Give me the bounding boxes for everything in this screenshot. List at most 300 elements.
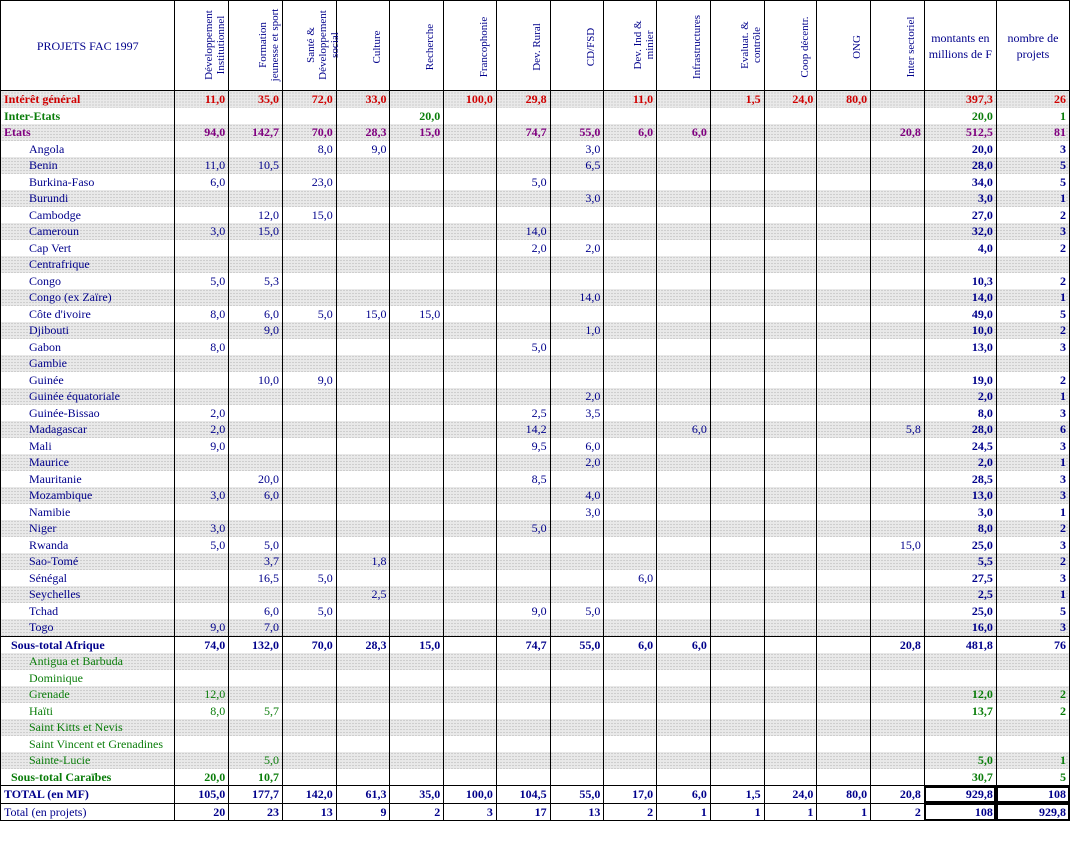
table-row bbox=[1, 256, 1070, 273]
table-cell bbox=[764, 306, 817, 323]
table-cell: 5,0 bbox=[282, 570, 336, 587]
table-cell bbox=[390, 603, 444, 620]
table-cell: 8,0 bbox=[924, 405, 996, 422]
table-cell bbox=[604, 670, 657, 687]
row-label: Togo bbox=[1, 619, 175, 636]
table-cell: 2,5 bbox=[496, 405, 550, 422]
table-cell bbox=[496, 736, 550, 753]
table-cell bbox=[871, 653, 925, 670]
table-cell bbox=[175, 141, 229, 158]
table-cell bbox=[282, 553, 336, 570]
table-cell bbox=[871, 240, 925, 257]
table-row bbox=[1, 471, 1070, 488]
column-header-label: Santé & Développement social bbox=[304, 10, 341, 80]
table-row bbox=[1, 553, 1070, 570]
table-cell: 74,0 bbox=[175, 636, 229, 653]
table-cell: 2,0 bbox=[175, 405, 229, 422]
table-cell: 25,0 bbox=[924, 603, 996, 620]
table-cell: 35,0 bbox=[229, 91, 283, 108]
table-cell bbox=[550, 207, 604, 224]
table-cell: 5 bbox=[996, 157, 1069, 174]
table-cell bbox=[924, 670, 996, 687]
table-cell bbox=[336, 372, 390, 389]
table-cell: 8,0 bbox=[175, 306, 229, 323]
table-cell bbox=[996, 653, 1069, 670]
table-cell bbox=[550, 769, 604, 786]
table-cell: 74,7 bbox=[496, 636, 550, 653]
table-cell bbox=[282, 388, 336, 405]
table-cell bbox=[282, 736, 336, 753]
row-label: TOTAL (en MF) bbox=[1, 786, 175, 804]
column-header-label: Culture bbox=[370, 30, 383, 63]
table-cell: 100,0 bbox=[444, 786, 497, 804]
table-cell bbox=[444, 703, 497, 720]
table-cell bbox=[604, 256, 657, 273]
table-cell bbox=[657, 289, 711, 306]
table-cell bbox=[871, 686, 925, 703]
table-cell bbox=[282, 670, 336, 687]
table-cell bbox=[657, 223, 711, 240]
table-cell bbox=[604, 471, 657, 488]
table-cell: 3 bbox=[996, 487, 1069, 504]
row-label: Antigua et Barbuda bbox=[1, 653, 175, 670]
table-cell bbox=[871, 322, 925, 339]
table-cell: 5 bbox=[996, 769, 1069, 786]
table-row bbox=[1, 752, 1070, 769]
table-cell bbox=[496, 504, 550, 521]
table-cell bbox=[657, 471, 711, 488]
table-cell bbox=[764, 174, 817, 191]
table-cell bbox=[390, 174, 444, 191]
table-cell bbox=[229, 586, 283, 603]
table-cell: 1,8 bbox=[336, 553, 390, 570]
table-cell: 10,7 bbox=[229, 769, 283, 786]
table-cell bbox=[444, 256, 497, 273]
column-header bbox=[496, 1, 550, 91]
table-cell bbox=[710, 719, 764, 736]
table-cell: 20,0 bbox=[390, 108, 444, 125]
row-label: Dominique bbox=[1, 670, 175, 687]
table-cell bbox=[817, 504, 871, 521]
table-cell bbox=[496, 141, 550, 158]
table-cell bbox=[764, 223, 817, 240]
table-row bbox=[1, 719, 1070, 736]
table-cell: 3 bbox=[996, 223, 1069, 240]
table-cell bbox=[871, 190, 925, 207]
table-cell: 5,0 bbox=[282, 306, 336, 323]
table-cell bbox=[496, 752, 550, 769]
table-cell: 6,0 bbox=[657, 786, 711, 804]
table-cell bbox=[710, 504, 764, 521]
table-cell bbox=[336, 322, 390, 339]
table-cell: 20,8 bbox=[871, 124, 925, 141]
table-cell bbox=[710, 223, 764, 240]
table-cell bbox=[764, 240, 817, 257]
table-cell bbox=[604, 388, 657, 405]
table-cell bbox=[550, 553, 604, 570]
table-cell bbox=[175, 355, 229, 372]
table-cell bbox=[604, 553, 657, 570]
table-cell bbox=[336, 603, 390, 620]
table-cell: 1 bbox=[996, 454, 1069, 471]
table-cell: 3 bbox=[996, 471, 1069, 488]
table-cell bbox=[444, 124, 497, 141]
table-cell bbox=[764, 703, 817, 720]
table-cell: 2 bbox=[996, 207, 1069, 224]
table-cell: 24,0 bbox=[764, 91, 817, 108]
column-header bbox=[871, 1, 925, 91]
table-cell bbox=[390, 553, 444, 570]
table-cell bbox=[336, 256, 390, 273]
table-cell bbox=[336, 339, 390, 356]
column-header-label: Formation jeunesse et sport bbox=[257, 8, 282, 82]
table-cell bbox=[710, 240, 764, 257]
table-cell bbox=[229, 719, 283, 736]
table-cell bbox=[871, 504, 925, 521]
table-cell bbox=[764, 289, 817, 306]
table-cell: 8,0 bbox=[175, 703, 229, 720]
table-cell: 105,0 bbox=[175, 786, 229, 804]
table-cell bbox=[604, 240, 657, 257]
table-body bbox=[1, 91, 1070, 821]
table-cell bbox=[336, 686, 390, 703]
table-cell bbox=[175, 207, 229, 224]
table-cell bbox=[496, 619, 550, 636]
table-cell bbox=[871, 438, 925, 455]
table-cell: 55,0 bbox=[550, 124, 604, 141]
table-cell: 6,5 bbox=[550, 157, 604, 174]
row-label: Tchad bbox=[1, 603, 175, 620]
table-cell: 16,5 bbox=[229, 570, 283, 587]
table-cell bbox=[871, 339, 925, 356]
table-cell bbox=[996, 719, 1069, 736]
table-cell bbox=[336, 223, 390, 240]
table-cell bbox=[229, 174, 283, 191]
table-cell bbox=[604, 537, 657, 554]
table-cell bbox=[871, 752, 925, 769]
table-cell bbox=[229, 454, 283, 471]
table-cell bbox=[871, 174, 925, 191]
table-cell bbox=[657, 553, 711, 570]
table-cell bbox=[817, 686, 871, 703]
table-cell bbox=[657, 670, 711, 687]
table-cell bbox=[229, 504, 283, 521]
table-cell bbox=[764, 586, 817, 603]
table-cell: 1 bbox=[996, 504, 1069, 521]
table-cell bbox=[710, 388, 764, 405]
table-cell bbox=[175, 388, 229, 405]
table-cell: 24,5 bbox=[924, 438, 996, 455]
table-cell: 5,5 bbox=[924, 553, 996, 570]
table-cell: 2,0 bbox=[550, 240, 604, 257]
table-cell bbox=[657, 504, 711, 521]
table-row bbox=[1, 786, 1070, 804]
table-cell bbox=[657, 619, 711, 636]
table-cell: 15,0 bbox=[282, 207, 336, 224]
table-row bbox=[1, 405, 1070, 422]
table-cell: 5,0 bbox=[175, 273, 229, 290]
row-label: Saint Kitts et Nevis bbox=[1, 719, 175, 736]
table-cell: 9 bbox=[336, 803, 390, 821]
table-cell bbox=[444, 355, 497, 372]
table-cell bbox=[496, 487, 550, 504]
column-header-label: Recherche bbox=[424, 23, 437, 70]
table-cell bbox=[282, 355, 336, 372]
table-row bbox=[1, 388, 1070, 405]
table-cell bbox=[604, 372, 657, 389]
table-cell bbox=[871, 108, 925, 125]
table-cell bbox=[764, 653, 817, 670]
table-cell bbox=[175, 471, 229, 488]
table-cell: 6,0 bbox=[175, 174, 229, 191]
table-cell bbox=[496, 273, 550, 290]
table-cell: 28,0 bbox=[924, 421, 996, 438]
column-header-label: Coop décentr. bbox=[798, 15, 811, 78]
table-cell bbox=[390, 207, 444, 224]
table-cell: 15,0 bbox=[390, 306, 444, 323]
table-cell: 9,0 bbox=[336, 141, 390, 158]
table-cell bbox=[444, 190, 497, 207]
table-cell bbox=[175, 289, 229, 306]
table-cell bbox=[175, 372, 229, 389]
table-cell bbox=[390, 769, 444, 786]
table-cell: 2,5 bbox=[924, 586, 996, 603]
table-cell: 29,8 bbox=[496, 91, 550, 108]
table-cell bbox=[604, 719, 657, 736]
table-cell: 5,0 bbox=[229, 752, 283, 769]
table-row bbox=[1, 124, 1070, 141]
table-cell bbox=[496, 190, 550, 207]
table-cell: 2,0 bbox=[924, 388, 996, 405]
table-cell bbox=[764, 388, 817, 405]
table-cell bbox=[710, 769, 764, 786]
table-cell bbox=[175, 108, 229, 125]
table-cell bbox=[390, 438, 444, 455]
table-cell: 2 bbox=[996, 273, 1069, 290]
table-cell: 929,8 bbox=[996, 803, 1069, 821]
column-header-label: Développement Institutionnel bbox=[203, 10, 228, 80]
table-cell: 2,5 bbox=[336, 586, 390, 603]
table-cell bbox=[336, 190, 390, 207]
table-cell bbox=[444, 719, 497, 736]
table-cell bbox=[604, 736, 657, 753]
table-cell bbox=[550, 306, 604, 323]
table-cell bbox=[175, 736, 229, 753]
table-cell: 4,0 bbox=[550, 487, 604, 504]
table-cell bbox=[657, 273, 711, 290]
row-label: Congo (ex Zaïre) bbox=[1, 289, 175, 306]
table-cell bbox=[390, 157, 444, 174]
table-cell bbox=[924, 719, 996, 736]
table-cell bbox=[710, 256, 764, 273]
table-cell bbox=[657, 405, 711, 422]
table-cell bbox=[604, 438, 657, 455]
table-cell bbox=[871, 207, 925, 224]
table-cell bbox=[229, 405, 283, 422]
table-cell bbox=[550, 653, 604, 670]
table-cell bbox=[444, 108, 497, 125]
table-cell: 512,5 bbox=[924, 124, 996, 141]
table-cell bbox=[390, 240, 444, 257]
table-cell bbox=[390, 487, 444, 504]
table-row bbox=[1, 339, 1070, 356]
table-row bbox=[1, 670, 1070, 687]
table-cell bbox=[764, 355, 817, 372]
table-cell: 1 bbox=[710, 803, 764, 821]
table-cell bbox=[710, 190, 764, 207]
table-cell bbox=[496, 703, 550, 720]
table-cell bbox=[282, 240, 336, 257]
table-cell: 1 bbox=[996, 108, 1069, 125]
table-cell bbox=[764, 603, 817, 620]
table-cell bbox=[336, 719, 390, 736]
column-header-label: CD/FSD bbox=[584, 27, 597, 66]
table-cell: 15,0 bbox=[390, 124, 444, 141]
row-label: Cap Vert bbox=[1, 240, 175, 257]
table-cell: 5,0 bbox=[229, 537, 283, 554]
table-cell bbox=[336, 487, 390, 504]
table-cell bbox=[764, 570, 817, 587]
table-cell bbox=[496, 355, 550, 372]
table-cell bbox=[444, 619, 497, 636]
table-cell bbox=[764, 141, 817, 158]
table-cell: 24,0 bbox=[764, 786, 817, 804]
table-cell bbox=[657, 372, 711, 389]
column-header bbox=[550, 1, 604, 91]
table-cell: 11,0 bbox=[175, 91, 229, 108]
table-cell bbox=[710, 273, 764, 290]
table-cell bbox=[390, 190, 444, 207]
table-cell: 30,7 bbox=[924, 769, 996, 786]
table-cell bbox=[871, 736, 925, 753]
table-cell: 10,0 bbox=[924, 322, 996, 339]
table-cell bbox=[657, 306, 711, 323]
table-cell bbox=[444, 603, 497, 620]
table-cell bbox=[550, 570, 604, 587]
row-label: Angola bbox=[1, 141, 175, 158]
table-cell bbox=[550, 108, 604, 125]
table-cell: 27,5 bbox=[924, 570, 996, 587]
table-cell bbox=[444, 670, 497, 687]
row-label: Sous-total Caraïbes bbox=[1, 769, 175, 786]
row-label: Sainte-Lucie bbox=[1, 752, 175, 769]
row-label: Total (en projets) bbox=[1, 803, 175, 821]
table-cell bbox=[764, 752, 817, 769]
table-cell bbox=[817, 339, 871, 356]
table-cell bbox=[550, 670, 604, 687]
table-cell bbox=[229, 520, 283, 537]
table-cell: 5,0 bbox=[496, 174, 550, 191]
table-cell bbox=[496, 553, 550, 570]
table-cell: 15,0 bbox=[871, 537, 925, 554]
table-cell bbox=[282, 273, 336, 290]
table-row bbox=[1, 603, 1070, 620]
table-cell bbox=[996, 670, 1069, 687]
table-cell bbox=[657, 355, 711, 372]
table-cell bbox=[550, 586, 604, 603]
table-cell bbox=[229, 653, 283, 670]
table-cell bbox=[657, 603, 711, 620]
table-cell: 26 bbox=[996, 91, 1069, 108]
table-row bbox=[1, 636, 1070, 653]
table-cell bbox=[336, 752, 390, 769]
table-cell bbox=[817, 207, 871, 224]
table-cell bbox=[657, 91, 711, 108]
table-cell bbox=[444, 306, 497, 323]
table-cell bbox=[764, 520, 817, 537]
table-cell: 6,0 bbox=[229, 306, 283, 323]
table-cell bbox=[282, 487, 336, 504]
table-row bbox=[1, 537, 1070, 554]
table-cell bbox=[604, 273, 657, 290]
row-label: Namibie bbox=[1, 504, 175, 521]
table-cell bbox=[390, 619, 444, 636]
table-cell: 177,7 bbox=[229, 786, 283, 804]
table-cell bbox=[336, 736, 390, 753]
table-cell: 6,0 bbox=[604, 636, 657, 653]
table-cell bbox=[764, 405, 817, 422]
table-cell bbox=[390, 289, 444, 306]
table-cell bbox=[282, 619, 336, 636]
table-cell bbox=[710, 636, 764, 653]
table-row bbox=[1, 803, 1070, 821]
table-cell bbox=[496, 454, 550, 471]
table-cell bbox=[282, 653, 336, 670]
table-row bbox=[1, 372, 1070, 389]
table-cell: 28,3 bbox=[336, 636, 390, 653]
column-header-label: Dev. Ind & minier bbox=[632, 20, 657, 70]
table-row bbox=[1, 289, 1070, 306]
table-cell bbox=[871, 91, 925, 108]
table-cell: 20 bbox=[175, 803, 229, 821]
table-cell bbox=[444, 240, 497, 257]
table-cell: 2 bbox=[604, 803, 657, 821]
table-cell bbox=[657, 174, 711, 191]
table-cell: 2,0 bbox=[550, 454, 604, 471]
table-cell bbox=[175, 256, 229, 273]
row-label: Burundi bbox=[1, 190, 175, 207]
column-header bbox=[604, 1, 657, 91]
table-cell bbox=[657, 487, 711, 504]
table-cell bbox=[229, 388, 283, 405]
table-cell: 104,5 bbox=[496, 786, 550, 804]
table-cell: 20,0 bbox=[924, 141, 996, 158]
table-cell bbox=[657, 207, 711, 224]
table-cell: 12,0 bbox=[175, 686, 229, 703]
table-cell: 19,0 bbox=[924, 372, 996, 389]
table-cell: 1 bbox=[996, 586, 1069, 603]
table-cell bbox=[604, 686, 657, 703]
table-cell bbox=[817, 306, 871, 323]
table-row bbox=[1, 157, 1070, 174]
table-cell: 33,0 bbox=[336, 91, 390, 108]
row-label: Guinée-Bissao bbox=[1, 405, 175, 422]
table-cell: 20,8 bbox=[871, 786, 925, 804]
table-cell bbox=[710, 207, 764, 224]
table-row bbox=[1, 273, 1070, 290]
column-header-label: Evaluat. & contrôle bbox=[738, 21, 763, 69]
table-cell bbox=[764, 686, 817, 703]
table-cell bbox=[390, 388, 444, 405]
table-cell bbox=[496, 670, 550, 687]
table-cell bbox=[444, 553, 497, 570]
table-cell bbox=[550, 703, 604, 720]
table-cell bbox=[817, 636, 871, 653]
table-cell bbox=[390, 520, 444, 537]
table-cell: 61,3 bbox=[336, 786, 390, 804]
table-cell bbox=[282, 454, 336, 471]
table-cell bbox=[604, 586, 657, 603]
